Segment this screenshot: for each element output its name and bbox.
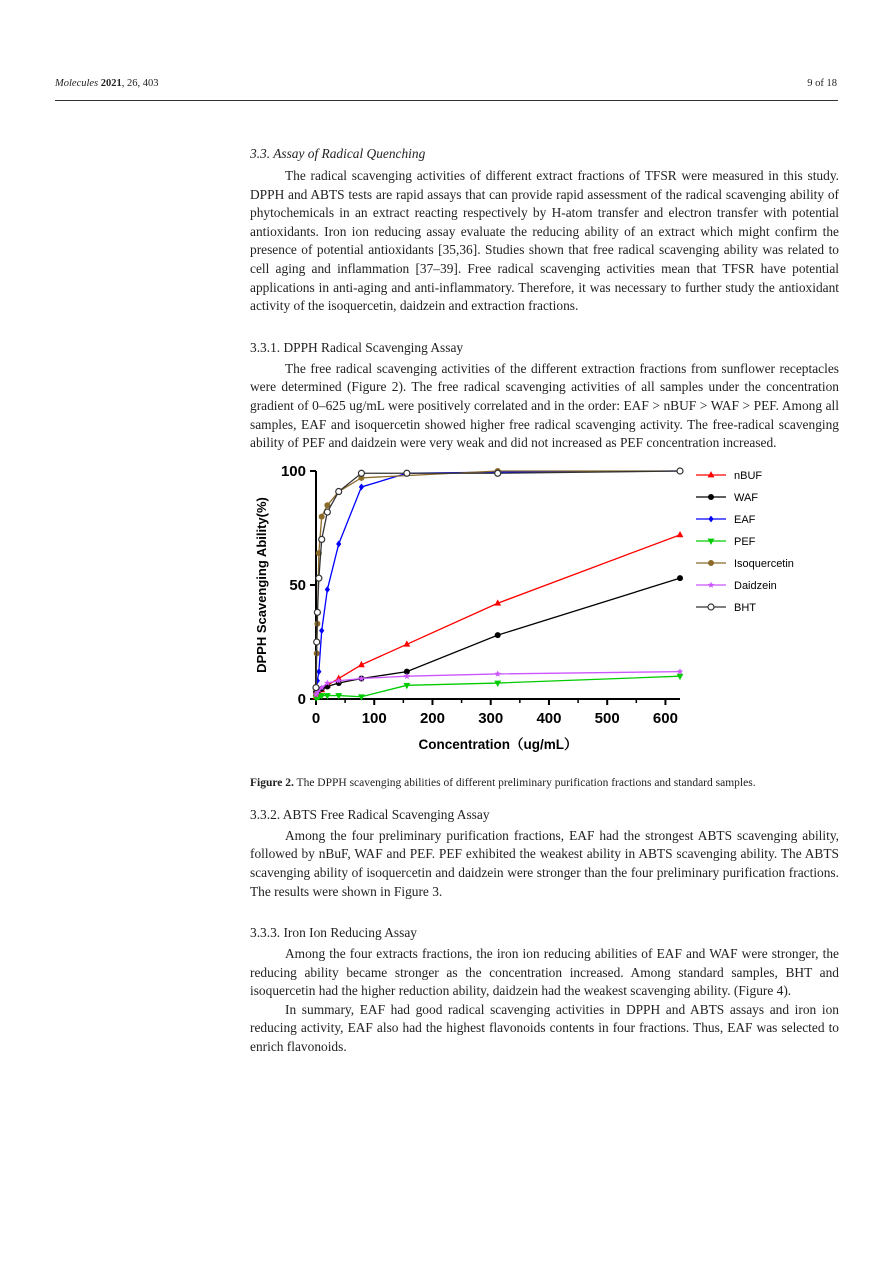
x-tick-label: 300	[478, 709, 504, 727]
data-point-daidzein	[404, 673, 410, 679]
data-point-bht	[324, 509, 330, 515]
legend-marker-waf	[708, 494, 714, 500]
page-number: 9 of 18	[807, 78, 837, 89]
data-point-bht	[336, 488, 342, 494]
section-heading-3-3-1: 3.3.1. DPPH Radical Scavenging Assay	[250, 339, 464, 355]
section-3-3-3-paragraph-1: Among the four extracts fractions, the iron ion reducing abilities of EAF and WAF were stronger, the reducing ability became stronger as the concentration increased. Among standard samples, BHT and isoquercetin had the higher reduction ability, daidzein had the weakest scavenging ability. (Figure 4).	[250, 946, 839, 999]
section-heading-3-3-2: 3.3.2. ABTS Free Radical Scavenging Assay	[250, 806, 490, 822]
dpph-chart	[250, 463, 839, 763]
data-point-pef	[494, 680, 501, 686]
data-point-daidzein	[677, 668, 683, 674]
y-tick-label: 50	[289, 576, 306, 594]
legend-label-waf: WAF	[734, 491, 759, 504]
section-3-3-1-paragraph: The free radical scavenging activities of the different extraction fractions from sunflower receptacles were determined (Figure 2). The free radical scavenging activities of all samples under the concentration gradient of 0–625 ug/mL were positively correlated and in the order: EAF > nBUF > WAF > PEF. Among all samples, EAF and isoquercetin showed higher free radical scavenging activity. The free-radical scavenging ability of PEF and daidzein were very weak and did not increased as PEF concentration increased.	[250, 360, 839, 451]
data-point-bht	[358, 470, 364, 476]
x-tick-label: 500	[594, 709, 620, 727]
page-header	[55, 78, 837, 98]
journal-citation	[55, 78, 159, 89]
figure-caption-text: The DPPH scavenging abilities of different preliminary purification fractions and standard samples.	[293, 776, 756, 789]
data-point-waf	[677, 575, 683, 581]
data-point-bht	[495, 470, 501, 476]
data-point-daidzein	[494, 670, 500, 676]
x-tick-label: 400	[536, 709, 562, 727]
data-point-eaf	[336, 540, 341, 547]
y-tick-label: 0	[297, 690, 306, 708]
legend-label-isoquercetin: Isoquercetin	[734, 557, 794, 570]
x-tick-label: 100	[361, 709, 387, 727]
section-3-3-2-paragraph: Among the four preliminary purification fractions, EAF had the strongest ABTS scavenging ability, followed by nBuF, WAF and PEF. PEF exhibited the weakest ability in ABTS scavenging ability. The ABTS scavenging ability of isoquercetin and daidzein were stronger than the four preliminary purification fractions. The results were shown in Figure 3.	[250, 827, 839, 899]
section-heading-3-3: 3.3. Assay of Radical Quenching	[250, 146, 426, 161]
series-line-bht	[316, 471, 680, 688]
x-tick-label: 200	[419, 709, 445, 727]
journal-name: Molecules	[55, 78, 99, 89]
data-point-eaf	[319, 627, 324, 634]
series-line-eaf	[316, 471, 680, 688]
data-point-bht	[314, 609, 320, 615]
journal-year: 2021	[100, 78, 122, 89]
legend-marker-daidzein	[708, 581, 714, 587]
data-point-bht	[314, 639, 320, 645]
header-rule	[55, 100, 838, 101]
legend-label-eaf: EAF	[734, 513, 756, 526]
legend-label-daidzein: Daidzein	[734, 579, 777, 592]
section-3-3-3-paragraph-2: In summary, EAF had good radical scavenging activities in DPPH and ABTS assays and iron ion reducing activity, EAF also had the highest flavonoids contents in four fractions. Thus, EAF was selected to enrich flavonoids.	[250, 1001, 839, 1055]
journal-volume: , 26, 403	[121, 78, 159, 89]
data-point-bht	[316, 575, 322, 581]
legend-marker-eaf	[708, 515, 713, 522]
section-heading-3-3-3: 3.3.3. Iron Ion Reducing Assay	[250, 925, 417, 941]
data-point-eaf	[325, 586, 330, 593]
y-axis-label: DPPH Scavenging Ability(%)	[254, 496, 269, 673]
data-point-pef	[677, 674, 684, 680]
figure-caption	[250, 775, 839, 791]
legend-marker-isoquercetin	[708, 560, 714, 566]
x-tick-label: 0	[311, 709, 321, 727]
data-point-bht	[313, 684, 319, 690]
legend-label-pef: PEF	[734, 535, 756, 548]
data-point-bht	[404, 470, 410, 476]
data-point-nbuf	[677, 531, 684, 537]
figure-2	[250, 463, 839, 763]
legend-marker-pef	[708, 538, 715, 544]
legend-marker-bht	[708, 604, 714, 610]
y-tick-label: 100	[280, 462, 306, 480]
data-point-bht	[319, 536, 325, 542]
figure-label: Figure 2.	[250, 776, 294, 789]
legend-label-nbuf: nBUF	[734, 469, 763, 482]
data-point-eaf	[359, 483, 364, 490]
x-axis-label: Concentration（ug/mL）	[418, 736, 578, 752]
data-point-isoquercetin	[319, 513, 325, 519]
article-body	[250, 144, 839, 1057]
legend-label-bht: BHT	[734, 601, 756, 614]
series-line-pef	[316, 676, 680, 698]
data-point-waf	[495, 632, 501, 638]
data-point-bht	[677, 468, 683, 474]
legend-marker-nbuf	[708, 471, 715, 477]
section-3-3-paragraph: The radical scavenging activities of different extract fractions of TFSR were measured in this study. DPPH and ABTS tests are rapid assays that can provide rapid assessment of the radical scavenging ability of phytochemicals in an extract reacting respectively by H-atom transfer and electron transfer with potential antioxidants. Iron ion reducing assay evaluate the reducing ability of an extract which might confirm the presence of potential antioxidants [35,36]. Studies shown that free radical scavenging ability was related to cell aging and inflammation [37–39]. Free radical scavenging activities mean that TFSR have potential applications in anti-aging and anti-inflammatory. Therefore, it was necessary to further study the antioxidant activity of the isoquercetin, daidzein and extraction fractions.	[250, 168, 839, 314]
x-tick-label: 600	[652, 709, 678, 727]
